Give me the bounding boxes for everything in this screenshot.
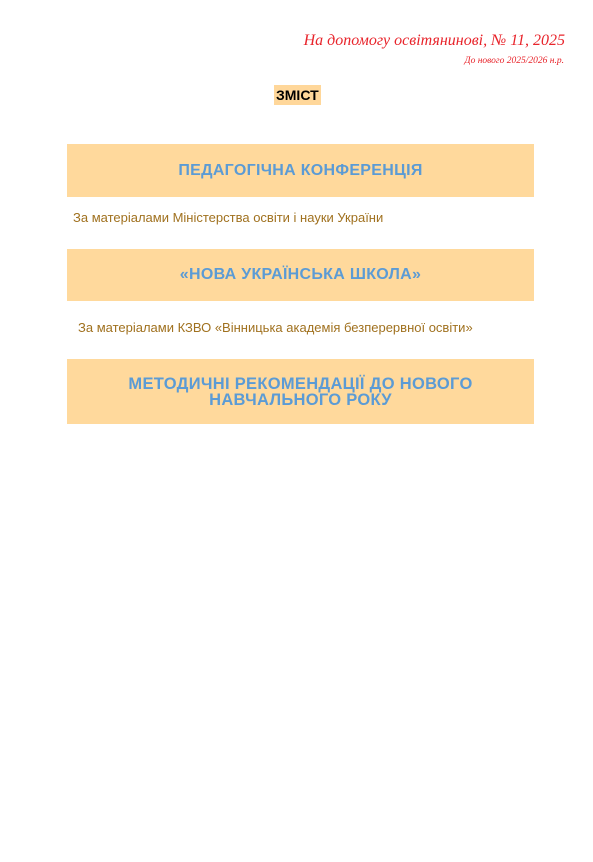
- section-title-methodical-recommendations[interactable]: [67, 359, 534, 424]
- toc-heading: ЗМІСТ: [276, 87, 319, 103]
- section-title-label: ПЕДАГОГІЧНА КОНФЕРЕНЦІЯ: [178, 161, 423, 179]
- journal-subtitle: До нового 2025/2026 н.р.: [464, 56, 564, 66]
- section-source-ministry: За матеріалами Міністерства освіти і науки України: [73, 210, 384, 225]
- section-source-academy: За матеріалами КЗВО «Вінницька академія безперервної освіти»: [78, 320, 473, 335]
- section-title-label: «НОВА УКРАЇНСЬКА ШКОЛА»: [179, 266, 422, 283]
- section-title-new-ukrainian-school[interactable]: [67, 249, 534, 301]
- journal-title: На допомогу освітянинові, № 11, 2025: [303, 32, 565, 49]
- section-title-label: МЕТОДИЧНІ РЕКОМЕНДАЦІЇ ДО НОВОГО НАВЧАЛЬНОГО РОКУ: [128, 375, 473, 409]
- section-title-pedagogical-conference[interactable]: [67, 144, 534, 197]
